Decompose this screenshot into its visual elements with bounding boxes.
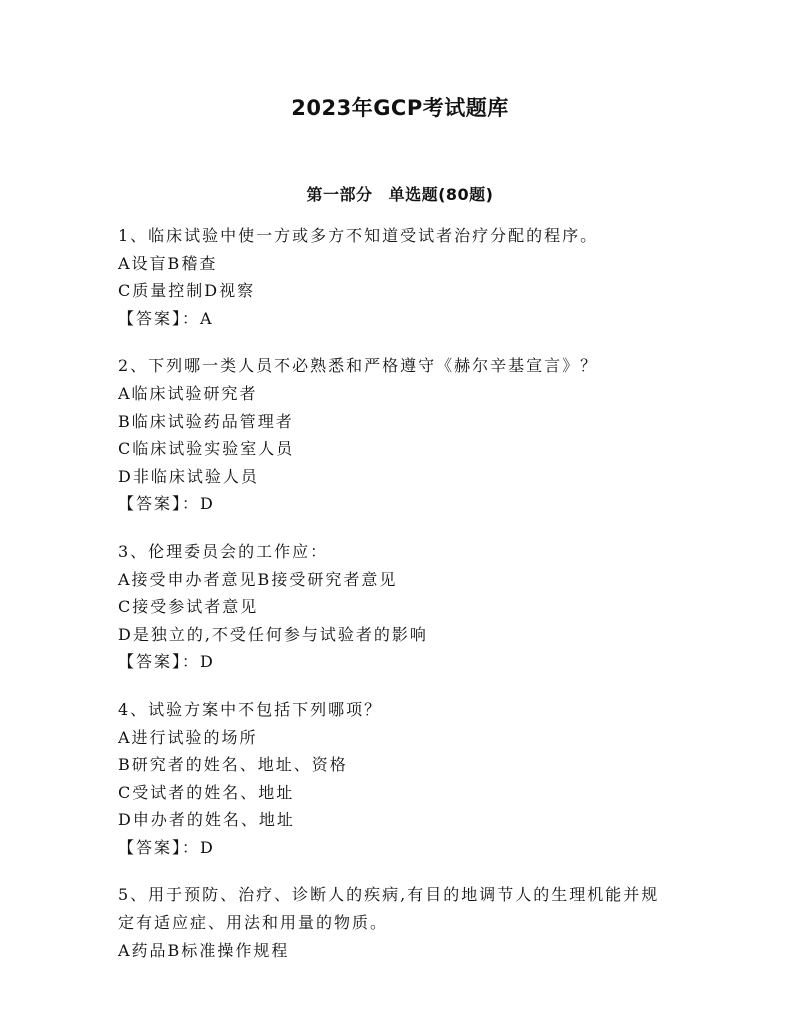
question-list xyxy=(118,222,708,984)
section-title: 第一部分 单选题(80题) xyxy=(306,185,494,204)
option-line: C受试者的姓名、地址 xyxy=(118,782,295,802)
answer-line: 【答案】：D xyxy=(118,837,215,857)
question-text: 3、伦理委员会的工作应： xyxy=(118,541,329,561)
question-4 xyxy=(118,696,708,862)
question-text: 4、试验方案中不包括下列哪项？ xyxy=(118,699,383,719)
option-line: C质量控制D视察 xyxy=(118,281,256,301)
option-line: A接受申办者意见B接受研究者意见 xyxy=(118,569,398,589)
question-3 xyxy=(118,538,708,676)
question-text: 1、临床试验中使一方或多方不知道受试者治疗分配的程序。 xyxy=(118,226,599,245)
option-line: A药品B标准操作规程 xyxy=(118,940,290,960)
option-line: D是独立的,不受任何参与试验者的影响 xyxy=(118,624,428,644)
option-line: A临床试验研究者 xyxy=(118,383,258,403)
option-line: D非临床试验人员 xyxy=(118,466,259,486)
option-line: B研究者的姓名、地址、资格 xyxy=(118,755,348,775)
option-line: D申办者的姓名、地址 xyxy=(118,810,295,830)
answer-line: 【答案】：D xyxy=(118,652,215,672)
option-line: A进行试验的场所 xyxy=(118,727,258,747)
document-title: 2023年GCP考试题库 xyxy=(291,96,509,120)
question-2 xyxy=(118,352,708,518)
option-line: A设盲B稽查 xyxy=(118,253,218,273)
question-text: 2、下列哪一类人员不必熟悉和严格遵守《赫尔辛基宣言》？ xyxy=(118,356,599,376)
option-line: C临床试验实验室人员 xyxy=(118,439,295,459)
question-1 xyxy=(118,222,708,332)
answer-line: 【答案】：A xyxy=(118,308,214,328)
question-5 xyxy=(118,881,708,964)
option-line: C接受参试者意见 xyxy=(118,597,259,617)
option-line: B临床试验药品管理者 xyxy=(118,411,294,431)
answer-line: 【答案】：D xyxy=(118,494,215,514)
question-text-line: 定有适应症、用法和用量的物质。 xyxy=(118,913,389,933)
question-text-line: 5、用于预防、治疗、诊断人的疾病,有目的地调节人的生理机能并规 xyxy=(118,885,660,905)
